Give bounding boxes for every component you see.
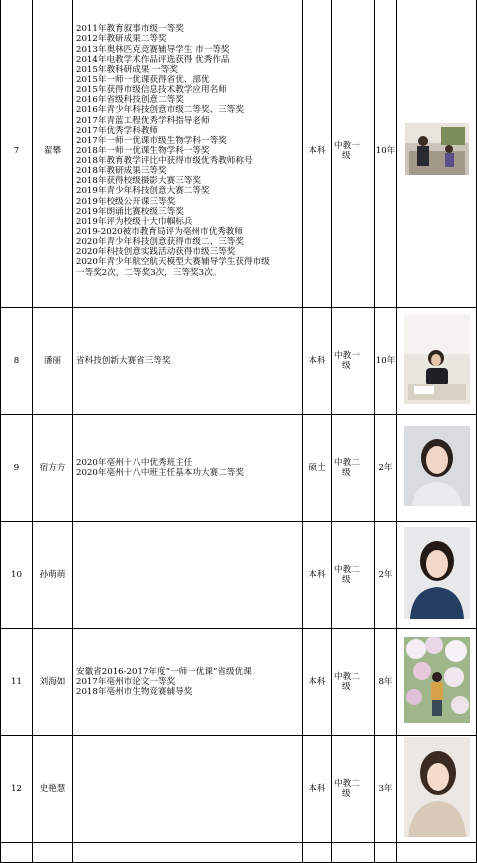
title-line-1: 中教二 xyxy=(334,778,360,789)
award-item: 2014年电教学术作品评选获得 优秀作品 xyxy=(76,54,230,65)
professional-title xyxy=(332,522,375,629)
table-row xyxy=(1,629,477,736)
award-item: 2020年青少年科技创意获得市级二、三等奖 xyxy=(76,237,244,248)
teaching-years: 10年 xyxy=(375,0,397,308)
award-item: 安徽省2016-2017年度“一师一优课”省级优课 xyxy=(76,666,252,677)
photo-cell xyxy=(397,308,477,415)
award-item: 2016年青少年科技创意市级二等奖、三等奖 xyxy=(76,105,244,116)
teaching-years: 3年 xyxy=(375,736,397,843)
teacher-name: 翟攀 xyxy=(33,0,73,308)
row-number: 7 xyxy=(1,0,33,308)
award-item: 2015年获得市级信息技术教学应用名师 xyxy=(76,85,227,96)
award-item: 2012年教研成果二等奖 xyxy=(76,34,167,45)
id-portrait-photo-icon xyxy=(404,527,470,619)
education: 硕士 xyxy=(303,415,332,522)
teaching-years: 10年 xyxy=(375,308,397,415)
education: 本科 xyxy=(303,522,332,629)
award-item: 2020年亳州十八中班主任基本功大赛二等奖 xyxy=(76,468,244,478)
award-item: 2018年亳州市生物竞赛辅导奖 xyxy=(76,687,193,698)
teacher-name: 刘海如 xyxy=(33,629,73,736)
award-item: 2018年教育教学评比中获得市级优秀教师称号 xyxy=(76,156,253,167)
teaching-years: 8年 xyxy=(375,629,397,736)
photo-cell xyxy=(397,736,477,843)
award-item: 2017年亳州市论文一等奖 xyxy=(76,676,176,687)
row-number: 8 xyxy=(1,308,33,415)
award-item: 2013年奥林匹克竞赛辅导学生 市一等奖 xyxy=(76,44,230,55)
awards-list xyxy=(73,308,303,415)
award-item: 2011年教育叙事市级一等奖 xyxy=(76,24,184,35)
photo-cell xyxy=(397,0,477,308)
teacher-name: 孙萌萌 xyxy=(33,522,73,629)
professional-title xyxy=(332,0,375,308)
award-item: 2019年朗诵比赛校级三等奖 xyxy=(76,206,184,217)
award-item: 2019年评为校级十大巾帼标兵 xyxy=(76,216,193,227)
award-item: 2015年一师一优课获得省优、部优 xyxy=(76,74,210,85)
award-item: 2017年优秀学科教师 xyxy=(76,125,159,136)
teacher-name: 宿方方 xyxy=(33,415,73,522)
awards-list xyxy=(73,522,303,629)
id-portrait-photo-icon xyxy=(404,426,470,506)
award-item: 2020年亳州十八中优秀班主任 xyxy=(76,457,193,468)
title-line-1: 中教二 xyxy=(334,457,360,468)
education: 本科 xyxy=(303,308,332,415)
row-number: 9 xyxy=(1,415,33,522)
table-row xyxy=(1,0,477,308)
award-item: 2019年校级公开课三等奖 xyxy=(76,196,176,207)
professional-title xyxy=(332,629,375,736)
row-number: 11 xyxy=(1,629,33,736)
title-line-1: 中教一 xyxy=(334,140,360,151)
award-item: 2017年一师一优课市级生物学科一等奖 xyxy=(76,135,227,146)
award-item: 2018年教研成果三等奖 xyxy=(76,166,167,177)
row-number: 10 xyxy=(1,522,33,629)
award-item: 一等奖2次，二等奖3次，三等奖3次。 xyxy=(76,267,222,278)
photo-cell xyxy=(397,629,477,736)
award-item: 2018年获得校级摄影大赛三等奖 xyxy=(76,176,201,187)
education: 本科 xyxy=(303,0,332,308)
title-line-2: 级 xyxy=(342,468,351,478)
title-line-1: 中教二 xyxy=(334,671,360,682)
blossom-tree-photo-icon xyxy=(404,637,470,723)
professional-title xyxy=(332,308,375,415)
row-number: 12 xyxy=(1,736,33,843)
award-item: 2019年青少年科技创意大赛二等奖 xyxy=(76,186,210,197)
award-item: 2020年科技创意实践活动获得市级三等奖 xyxy=(76,247,236,258)
award-item: 2019-2020被市教育局评为亳州市优秀教师 xyxy=(76,227,243,238)
professional-title xyxy=(332,415,375,522)
title-line-2: 级 xyxy=(342,682,351,692)
award-item: 2020年青少年航空航天模型大赛辅导学生获得市级 xyxy=(76,257,270,268)
teacher-name: 潘丽 xyxy=(33,308,73,415)
award-item: 2015年教科研成果 一等奖 xyxy=(76,64,178,75)
title-line-1: 中教二 xyxy=(334,564,360,575)
teaching-years: 2年 xyxy=(375,415,397,522)
award-item: 2016年省级科技创意二等奖 xyxy=(76,95,184,106)
title-line-1: 中教一 xyxy=(334,350,360,361)
title-line-2: 级 xyxy=(342,361,351,371)
title-line-2: 级 xyxy=(342,789,351,799)
award-item: 省科技创新大赛省三等奖 xyxy=(76,355,171,366)
title-line-2: 级 xyxy=(342,151,351,161)
education: 本科 xyxy=(303,629,332,736)
table-row xyxy=(1,308,477,415)
table-row xyxy=(1,736,477,843)
teaching-years: 2年 xyxy=(375,522,397,629)
awards-list xyxy=(73,736,303,843)
desk-portrait-photo-icon xyxy=(404,314,470,404)
award-item: 2017年青蓝工程优秀学科指导老师 xyxy=(76,115,210,126)
photo-cell xyxy=(397,415,477,522)
award-item: 2018年一师一优课生物学科一等奖 xyxy=(76,145,210,156)
title-line-2: 级 xyxy=(342,575,351,585)
teacher-table-body xyxy=(1,0,477,863)
classroom-photo-icon xyxy=(405,123,469,175)
table-row xyxy=(1,415,477,522)
education: 本科 xyxy=(303,736,332,843)
professional-title xyxy=(332,736,375,843)
casual-portrait-photo-icon xyxy=(404,737,470,837)
photo-cell xyxy=(397,522,477,629)
awards-list xyxy=(73,0,303,308)
awards-list xyxy=(73,415,303,522)
table-row xyxy=(1,522,477,629)
teacher-name: 史艳慧 xyxy=(33,736,73,843)
awards-list xyxy=(73,629,303,736)
